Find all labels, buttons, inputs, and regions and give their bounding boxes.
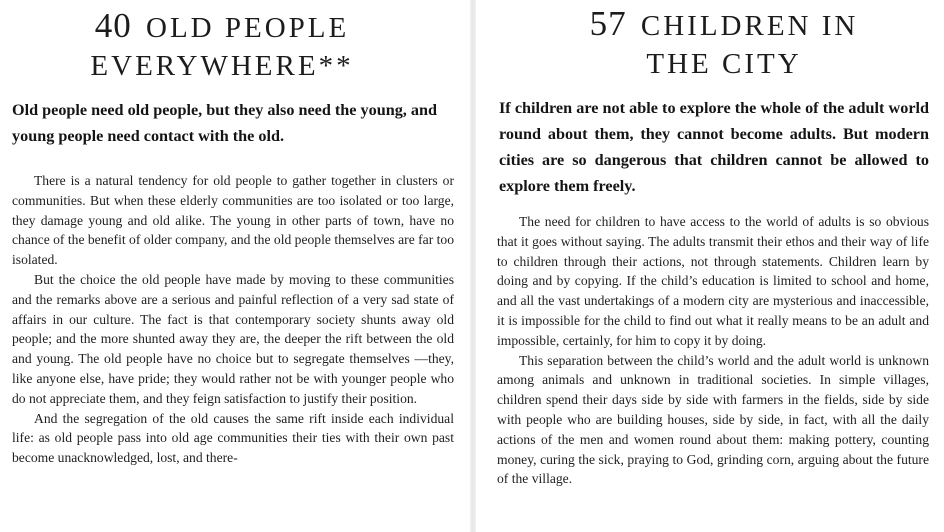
problem-summary: Old people need old people, but they also need the young, and young people need contact with the old. [12, 101, 437, 145]
book-gutter [470, 0, 476, 532]
pattern-title [564, 5, 884, 83]
body-text [12, 171, 454, 468]
paragraph: But the choice the old people have made by moving to these communities and the remarks above are a serious and painful reflection of a very sad state of affairs in our culture. The fact is that contemporary society shunts away old people; and the more shunted away they are, the deeper the rift between the old and young. The old people have no choice but to segregate themselves —they, like anyone else, have pride; they would rather not be with younger people who do not appreciate them, and they feign satisfaction to justify their position. [12, 271, 454, 406]
paragraph: And the segregation of the old causes the same rift inside each individual life: as old people pass into old age communities their ties with their own past become unacknowledged, lost, and there- [12, 410, 454, 466]
problem-summary: If children are not able to explore the whole of the adult world round about them, they cannot become adults. But modern cities are so dangerous that children cannot be allowed to explore them freely. [499, 99, 929, 195]
title-text-1: OLD PEOPLE [146, 12, 350, 44]
title-line-2: EVERYWHERE** [90, 50, 354, 82]
paragraph: This separation between the child’s world and the adult world is unknown among animals and unknown in traditional societies. In simple villages, children spend their days side by side with farmers in the fields, side by side with people who are building houses, side by side, in fact, with all the daily actions of the men and women round about them: making pottery, counting money, curing the sick, praying to God, grinding corn, arguing about the future of the village. [497, 352, 929, 487]
right-page [478, 0, 944, 532]
title-line-1 [72, 7, 372, 47]
left-page [0, 0, 468, 532]
paragraph: The need for children to have access to the world of adults is so obvious that it goes without saying. The adults transmit their ethos and their way of life to children through their actions, not through statements. Children learn by doing and by copying. If the child’s education is limited to school and home, and all the vast undertakings of a modern city are mysterious and inaccessible, it is impossible for the child to find out what it really means to be an adult and impossible, certainly, for him to copy it by doing. [497, 214, 929, 348]
title-line-1 [564, 5, 884, 45]
pattern-title [72, 7, 372, 85]
body-text [497, 212, 929, 489]
pattern-number: 57 [589, 4, 627, 43]
pattern-number: 40 [94, 6, 132, 45]
title-text-1: CHILDREN IN [640, 10, 859, 42]
paragraph: There is a natural tendency for old people to gather together in clusters or communities. But when these elderly communities are too isolated or too large, they damage young and old alike. The young in other parts of town, have no chance of the benefit of older company, and the old people themselves are far too isolated. [12, 173, 454, 268]
title-line-2: THE CITY [646, 48, 802, 80]
